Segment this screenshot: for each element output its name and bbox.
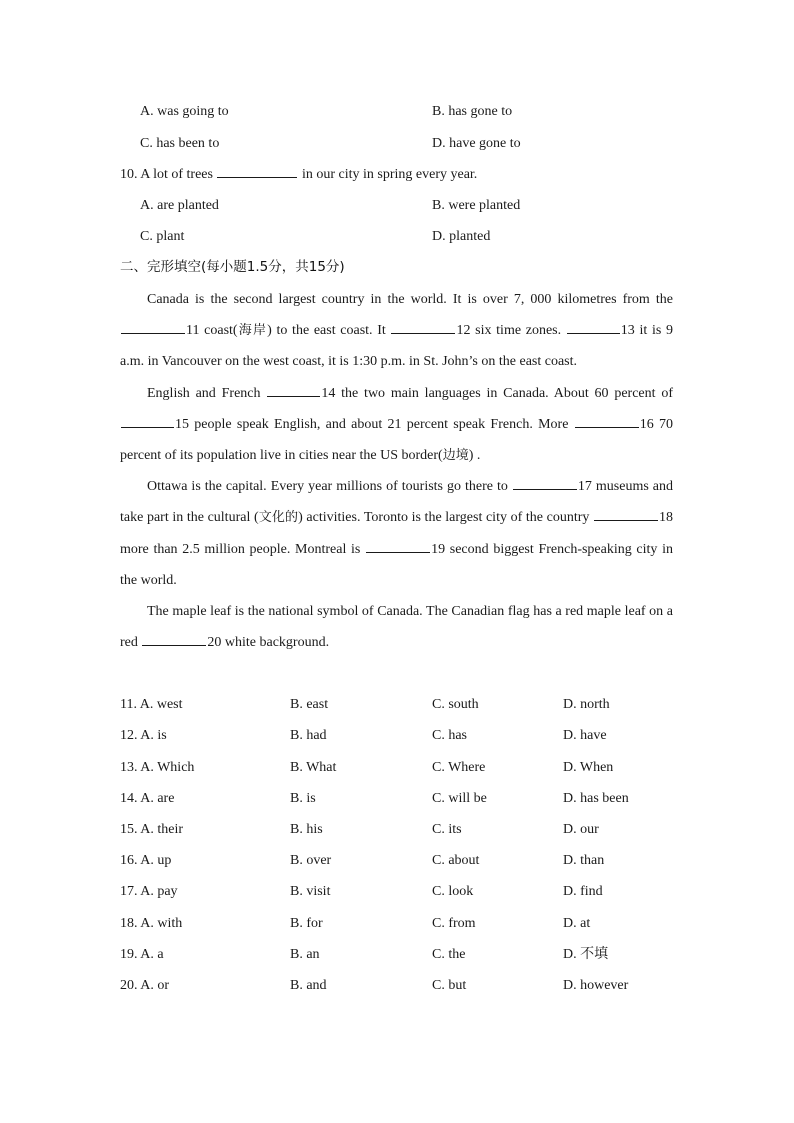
answer-option-c: C. its [432, 822, 462, 837]
answer-option-b: B. is [290, 791, 316, 806]
answer-option-a: A. or [140, 978, 170, 993]
answer-option-a: A. with [140, 916, 183, 931]
q10-option-d: D. planted [432, 229, 491, 244]
q10-options-row-1 [0, 190, 794, 221]
answer-option-c: C. from [432, 916, 476, 931]
answer-option-c: C. Where [432, 760, 486, 775]
answer-option-c: C. will be [432, 791, 487, 806]
answer-option-d: D. north [563, 697, 610, 712]
answer-option-d: D. our [563, 822, 599, 837]
passage-paragraph-2: English and French 14 the two main languages in Canada. About 60 percent of 15 people speak English, and about 21 percent speak French. More 16 70 percent of its population live in cities near the US border(边境) . [120, 378, 673, 472]
answer-row: 12. A. is B. had C. has D. have [0, 720, 794, 751]
answer-option-a: A. their [140, 822, 183, 837]
answer-option-d: D. find [563, 884, 603, 899]
cloze-passage [120, 284, 673, 658]
answer-option-d: D. at [563, 916, 591, 931]
answer-option-d: D. have [563, 728, 607, 743]
answer-row: 14. A. are B. is C. will be D. has been [0, 783, 794, 814]
q10-option-b: B. were planted [432, 198, 521, 213]
answer-option-d: D. When [563, 760, 614, 775]
answer-option-c: C. has [432, 728, 467, 743]
answer-row: 13. A. Which B. What C. Where D. When [0, 752, 794, 783]
q10-blank [217, 163, 297, 178]
answer-option-b: B. visit [290, 884, 331, 899]
q9-options-row-1 [0, 96, 794, 127]
answer-option-b: B. an [290, 947, 320, 962]
answer-row: 15. A. their B. his C. its D. our [0, 814, 794, 845]
passage-paragraph-1: Canada is the second largest country in the world. It is over 7, 000 kilometres from the 11 coast(海岸) to the east coast. It 12 six time zones. 13 it is 9 a.m. in Vancouver on the west coast, it is 1:30 p.m. in St. John’s on the east coast. [120, 292, 673, 370]
answer-option-b: B. over [290, 853, 332, 868]
q10-option-c: C. plant [140, 229, 185, 244]
q10-stem [0, 159, 794, 190]
q10-options-row-2 [0, 221, 794, 252]
blank-18 [594, 506, 658, 521]
q10-text-after: in our city in spring every year. [301, 167, 478, 182]
blank-14 [267, 382, 320, 397]
answer-option-a: A. west [139, 697, 183, 712]
answer-option-c: C. about [432, 853, 480, 868]
answer-option-b: B. his [290, 822, 323, 837]
answer-option-b: B. east [290, 697, 329, 712]
blank-11 [121, 319, 185, 334]
passage-paragraph-4: The maple leaf is the national symbol of Canada. The Canadian flag has a red maple leaf on a red 20 white background. [120, 604, 673, 651]
answer-row: 20. A. or B. and C. but D. however [0, 970, 794, 1001]
answer-option-b: B. What [290, 760, 337, 775]
q10-number: 10. [120, 167, 138, 182]
answer-option-a: A. is [140, 728, 167, 743]
answer-option-c: C. the [432, 947, 466, 962]
blank-20 [142, 631, 206, 646]
answer-option-d: D. has been [563, 791, 629, 806]
answer-option-b: B. had [290, 728, 327, 743]
answer-row: 18. A. with B. for C. from D. at [0, 908, 794, 939]
answer-row: 11. A. west B. east C. south D. north [0, 689, 794, 720]
blank-17 [513, 475, 577, 490]
answer-row: 19. A. a B. an C. the D. 不填 [0, 939, 794, 970]
answer-option-a: A. are [140, 791, 175, 806]
passage-paragraph-3: Ottawa is the capital. Every year millions of tourists go there to 17 museums and take part in the cultural (文化的) activities. Toronto is the largest city of the country 18 more than 2.5 million people. Montreal is 19 second biggest French-speaking city in the world. [120, 471, 673, 596]
answer-option-c: C. look [432, 884, 474, 899]
answer-option-a: A. up [140, 853, 172, 868]
answer-option-d: D. however [563, 978, 629, 993]
answer-option-c: C. south [432, 697, 479, 712]
answer-option-b: B. and [290, 978, 327, 993]
blank-16 [575, 413, 639, 428]
answer-option-d: D. 不填 [563, 947, 609, 962]
q9-option-b: B. has gone to [432, 104, 513, 119]
answer-option-b: B. for [290, 916, 323, 931]
q9-options-row-2 [0, 128, 794, 159]
answer-option-a: A. pay [140, 884, 178, 899]
blank-12 [391, 319, 455, 334]
blank-19 [366, 538, 430, 553]
answer-row: 17. A. pay B. visit C. look D. find [0, 876, 794, 907]
answer-row: 16. A. up B. over C. about D. than [0, 845, 794, 876]
answer-option-d: D. than [563, 853, 605, 868]
q10-text-before: A lot of trees [140, 167, 213, 182]
q10-option-a: A. are planted [140, 198, 219, 213]
section-2-heading: 二、完形填空(每小题1.5分，共15分) [120, 259, 345, 275]
answer-option-a: A. Which [140, 760, 195, 775]
answer-option-a: A. a [140, 947, 164, 962]
blank-15 [121, 413, 174, 428]
answer-option-c: C. but [432, 978, 467, 993]
q9-option-a: A. was going to [140, 104, 229, 119]
blank-13 [567, 319, 620, 334]
q9-option-d: D. have gone to [432, 136, 521, 151]
q9-option-c: C. has been to [140, 136, 220, 151]
